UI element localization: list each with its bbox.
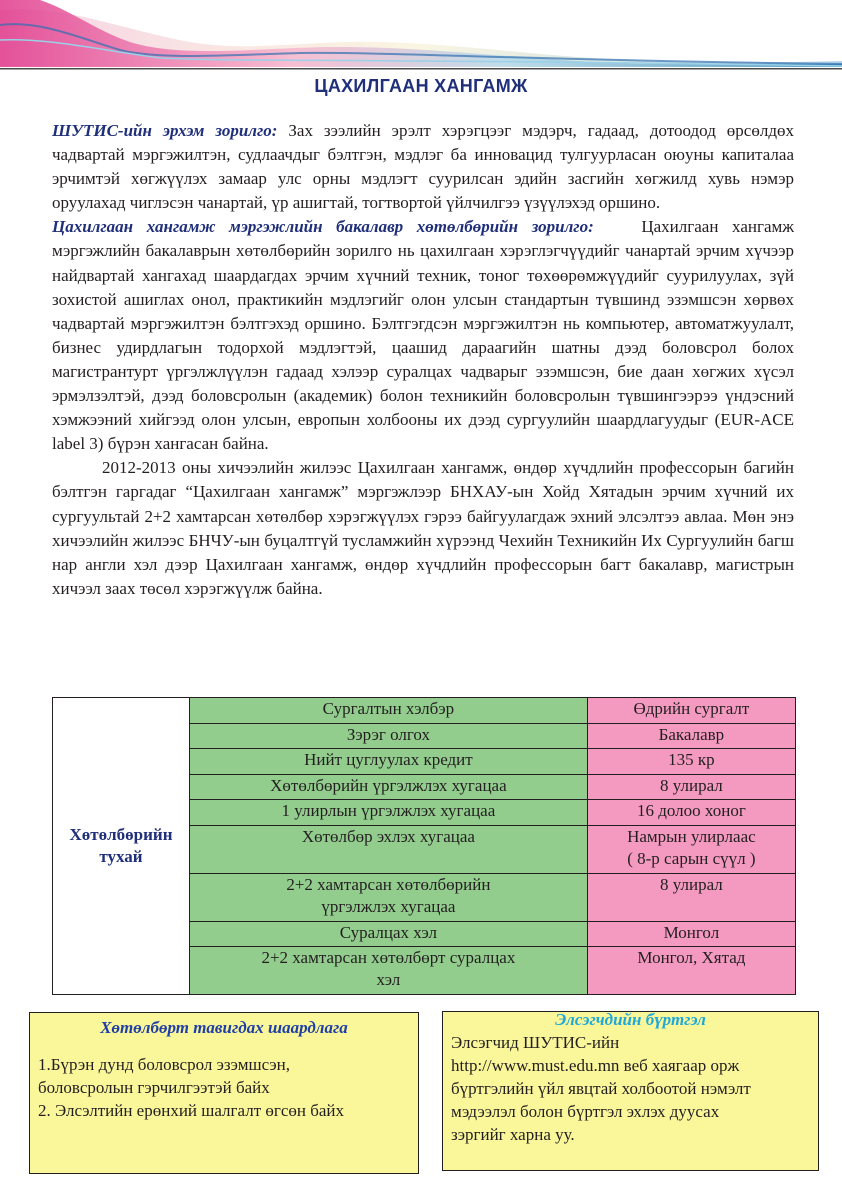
intro-text <box>52 119 794 601</box>
table-cell-label-line: хэл <box>376 970 401 989</box>
registration-body <box>443 1031 818 1146</box>
requirements-title: Хөтөлбөрт тавигдах шаардлага <box>100 1018 348 1037</box>
program-goal-paragraph <box>52 215 794 456</box>
table-cell-value: 8 улирал <box>587 774 795 800</box>
registration-line: мэдээлэл болон бүртгэл эхлэх дуусах <box>451 1102 720 1121</box>
table-side-label: Хөтөлбөрийн тухай <box>53 698 190 995</box>
registration-box <box>442 1011 819 1171</box>
requirements-line: 1.Бүрэн дунд боловсрол эзэмшсэн, <box>38 1055 291 1074</box>
table-cell-label: 1 улирлын үргэлжлэх хугацаа <box>190 800 588 826</box>
table-cell-value: 135 кр <box>587 749 795 775</box>
table-cell-label-line: 2+2 хамтарсан хөтөлбөрт суралцах <box>261 948 516 967</box>
table-cell-value: Монгол, Хятад <box>587 947 795 995</box>
table-cell-value: 16 долоо хоног <box>587 800 795 826</box>
table-cell-label: Хөтөлбөрийн үргэлжлэх хугацаа <box>190 774 588 800</box>
table-cell-value <box>587 825 795 873</box>
table-cell-label: Суралцах хэл <box>190 921 588 947</box>
table-cell-label: Зэрэг олгох <box>190 723 588 749</box>
decorative-header-banner <box>0 0 842 75</box>
table-cell-label: Нийт цуглуулах кредит <box>190 749 588 775</box>
table-cell-label-line: 2+2 хамтарсан хөтөлбөрийн <box>286 874 491 894</box>
registration-line: http://www.must.edu.mn веб хаягаар орж <box>451 1056 740 1075</box>
table-cell-value-line: Намрын улирлаас <box>627 826 756 846</box>
table-cell-value: Бакалавр <box>587 723 795 749</box>
table-cell-label-line: үргэлжлэх хугацаа <box>321 896 456 916</box>
program-info-table <box>52 697 796 995</box>
registration-title: Элсэгчдийн бүртгэл <box>555 1010 706 1029</box>
mission-lead: ШУТИС-ийн эрхэм зорилго: <box>52 121 278 140</box>
program-goal-text: Цахилгаан хангамж мэргэжлийн бакалаврын хөтөлбөрийн зорилго нь цахилгаан хэрэглэгчүүдийг чанартай эрчим хүчээр найдвартай хангахад шаардагдах эрчим хүчний техник, тоног төхөөрөмжүүдийг суурилуулах, зүй зохистой ашиглах онол, практикийн мэдлэгийг олон улсын стандартын түвшинд эзэмшсэн хөрвөх чадвартай мэргэжилтэн бэлтгэхэд оршино. Бэлтгэгдсэн мэргэжилтэн нь компьютер, автоматжуулалт, бизнес удирдлагын тодорхой мэдлэгтэй, цаашид дараагийн шатны дээд боловсрол болох магистрантурт үргэлжлүүлэн гадаад хэлээр суралцах чадварыг эзэмшсэн, бие даан хөгжих хүсэл эрмэлзэлтэй, дээд боловсролын (академик) болон техникийн боловсролын түвшингээрээ үндэсний хэмжээний хийгээд олон улсын, европын холбооны их дээд сургуулийн шаардлагуудыг (EUR-ACE label 3) бүрэн хангасан байна. <box>52 217 794 454</box>
requirements-box <box>29 1012 419 1174</box>
cooperation-paragraph: 2012-2013 оны хичээлийн жилээс Цахилгаан хангамж, өндөр хүчдлийн профессорын багийн бэлтгэн гаргадаг “Цахилгаан хангамж” мэргэжлээр БНХАУ-ын Хойд Хятадын эрчим хүчний их сургуультай 2+2 хамтарсан хөтөлбөр хэрэгжүүлэх гэрээ байгуулагдаж эхний элсэлтээ авлаа. Мөн энэ хичээлийн жилээс БНЧУ-ын буцалтгүй тусламжийн хүрээнд Чехийн Техникийн Их Сургуулийн багш нар англи хэл дээр Цахилгаан хангамж, өндөр хүчдлийн профессорын багт бакалавр, магистрын хичээл заах төсөл хэрэгжүүлж байна. <box>52 458 794 598</box>
requirements-line: боловсролын гэрчилгээтэй байх <box>38 1078 270 1097</box>
program-goal-lead: Цахилгаан хангамж мэргэжлийн бакалавр хөтөлбөрийн зорилго: <box>52 217 594 237</box>
table-cell-value: Монгол <box>587 921 795 947</box>
mission-text: Зах зээлийн эрэлт хэрэгцээг мэдэрч, гадаад, дотоодод өрсөлдөх чадвартай мэргэжилтэн, судлаачдыг бэлтгэн, мэдлэг ба инновацид тулгуурласан оюуны капиталаа эрчимтэй хөгжүүлэх замаар улс орны мэдлэгт суурилсан эдийн засгийн хөгжилд хувь нэмэр оруулахад чиглэсэн чанартай, үр ашигтай, тогтвортой үйлчилгээ үзүүлэхэд оршино. <box>52 121 794 213</box>
table-cell-label: Хөтөлбөр эхлэх хугацаа <box>190 825 588 873</box>
table-cell-value: 8 улирал <box>587 873 795 921</box>
mission-paragraph <box>52 119 794 215</box>
table-cell-value: Өдрийн сургалт <box>587 698 795 724</box>
table-row <box>53 698 796 724</box>
requirements-line: 2. Элсэлтийн ерөнхий шалгалт өгсөн байх <box>38 1101 345 1120</box>
registration-line: бүртгэлийн үйл явцтай холбоотой нэмэлт <box>451 1079 751 1098</box>
registration-line: зэргийг харна уу. <box>451 1125 575 1144</box>
registration-line: Элсэгчид ШУТИС-ийн <box>451 1033 620 1052</box>
page-title: ЦАХИЛГААН ХАНГАМЖ <box>314 76 528 96</box>
table-cell-label <box>190 947 588 995</box>
table-cell-value-line: ( 8-р сарын сүүл ) <box>627 848 756 868</box>
table-cell-label: Сургалтын хэлбэр <box>190 698 588 724</box>
requirements-body <box>30 1039 418 1122</box>
table-cell-label <box>190 873 588 921</box>
